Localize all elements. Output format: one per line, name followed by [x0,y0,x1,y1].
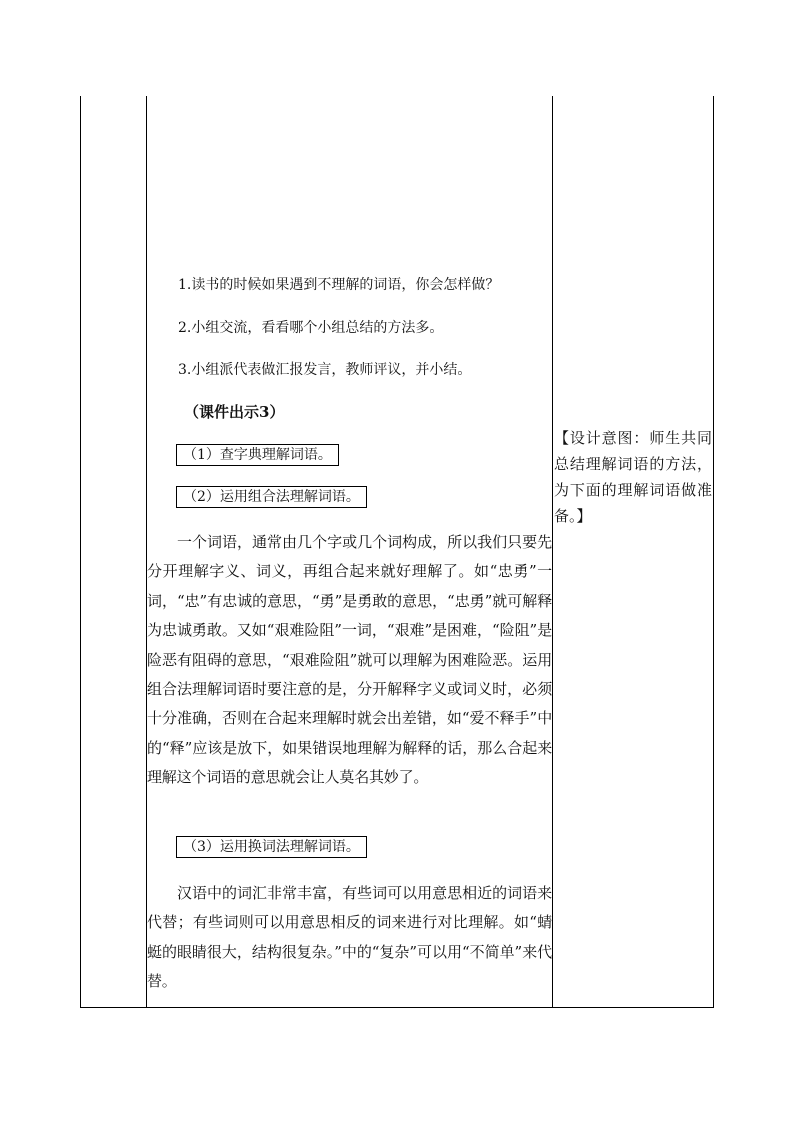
method-3-box: （3）运用换词法理解词语。 [176,836,367,858]
question-2: 2.小组交流，看看哪个小组总结的方法多。 [178,320,444,336]
paragraph-substitution-method: 汉语中的词汇非常丰富，有些词可以用意思相近的词语来代替；有些词则可以用意思相反的词来进行对比理解。如“蜻蜓的眼睛很大，结构很复杂。”中的“复杂”可以用“不简单”来代替。 [147,884,552,991]
method-2-box: （2）运用组合法理解词语。 [176,486,367,508]
question-1: 1.读书的时候如果遇到不理解的词语，你会怎样做？ [178,277,500,293]
table-border-bottom [80,1007,713,1008]
table-border-left [80,96,81,1008]
method-1-box: （1）查字典理解词语。 [176,444,339,466]
design-intent-note: 【设计意图：师生共同总结理解词语的方法，为下面的理解词语做准备。】 [554,429,712,525]
courseware-label: （课件出示3） [184,403,285,421]
table-border-right [713,96,714,1008]
paragraph-combination-method: 一个词语，通常由几个字或几个词构成，所以我们只要先分开理解字义、词义，再组合起来就好理解了。如“忠勇”一词，“忠”有忠诚的意思，“勇”是勇敢的意思，“忠勇”就可解释为忠诚勇敢。又如“艰难险阻”一词，“艰难”是困难，“险阻”是险恶有阻碍的意思，“艰难险阻”就可以理解为困难险恶。运用组合法理解词语时要注意的是，分开解释字义或词义时，必须十分准确，否则在合起来理解时就会出差错，如“爱不释手”中的“释”应该是放下，如果错误地理解为解释的话，那么合起来理解这个词语的意思就会让人莫名其妙了。 [147,533,552,787]
question-3: 3.小组派代表做汇报发言，教师评议，并小结。 [178,362,472,378]
table-divider-2 [552,96,553,1008]
